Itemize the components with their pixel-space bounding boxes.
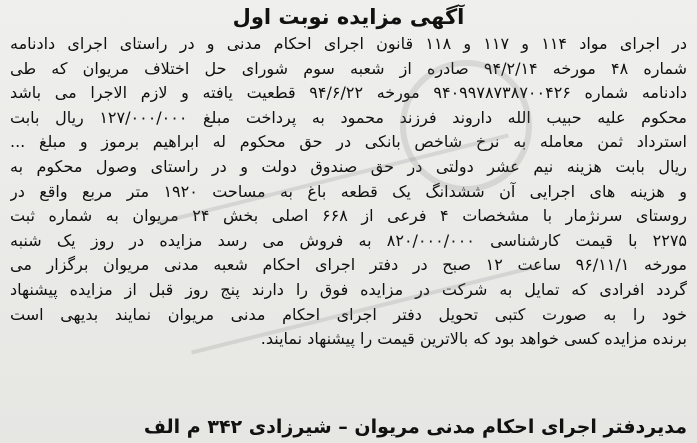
notice-signature: مدیردفتر اجرای احکام مدنی مریوان – شیرزادی ۳۴۲ م الف bbox=[143, 416, 687, 438]
notice-line: برنده مزایده کسی خواهد بود که بالاترین قیمت را پیشنهاد نمایند. bbox=[260, 329, 687, 349]
notice-line: مورخه ۹۶/۱۱/۱ ساعت ۱۲ صبح در دفتر اجرای احکام شعبه مدنی مریوان برگزار می bbox=[10, 255, 687, 275]
notice-line: محکوم علیه حبیب الله داروند فرزند محمود به پرداخت مبلغ ۱۲۷/۰۰۰/۰۰۰ ریال بابت bbox=[10, 107, 687, 127]
notice-body bbox=[10, 32, 687, 352]
notice-line: استرداد ثمن معامله به نرخ شاخص بانکی در حق محکوم له ابراهیم برموز و مبلغ ... bbox=[10, 132, 687, 152]
notice-line: ریال بابت هزینه نیم عشر دولتی در حق صندوق دولت و در راستای وصول محکوم به bbox=[10, 156, 687, 176]
notice-line: در اجرای مواد ۱۱۴ و ۱۱۷ و ۱۱۸ قانون اجرای احکام مدنی و در راستای اجرای دادنامه bbox=[10, 34, 687, 53]
notice-line: گردد افرادی که تمایل به شرکت در مزایده فوق را دارند پنج روز قبل از مزایده پیشنهاد bbox=[10, 279, 687, 299]
notice-line: دادنامه شماره ۹۴۰۹۹۷۸۷۳۸۷۰۰۴۲۶ مورخه ۹۴/۶/۲۲ قطعیت یافته و لازم الاجرا می باشد bbox=[10, 83, 687, 103]
notice-line: روستای سرنژمار با مشخصات ۴ فرعی از ۶۶۸ اصلی بخش ۲۴ مریوان به شماره ثبت bbox=[10, 206, 687, 226]
notice-line: ۲۲۷۵ با قیمت کارشناسی ۸۲۰/۰۰۰/۰۰۰ به فروش می رسد مزایده در روز یک شنبه bbox=[10, 230, 687, 250]
notice-line: و هزینه های اجرایی آن ششدانگ یک قطعه باغ به مساحت ۱۹۲۰ متر مربع واقع در bbox=[10, 181, 687, 201]
notice-line: خود را به صورت کتبی تحویل دفتر اجرای احکام مدنی مریوان نمایند بدیهی است bbox=[10, 304, 687, 324]
notice-title: آگهی مزایده نوبت اول bbox=[232, 5, 465, 29]
notice-line: شماره ۴۸ مورخه ۹۴/۲/۱۴ صادره از شعبه سوم شورای حل اختلاف مریوان که طی bbox=[10, 58, 687, 78]
